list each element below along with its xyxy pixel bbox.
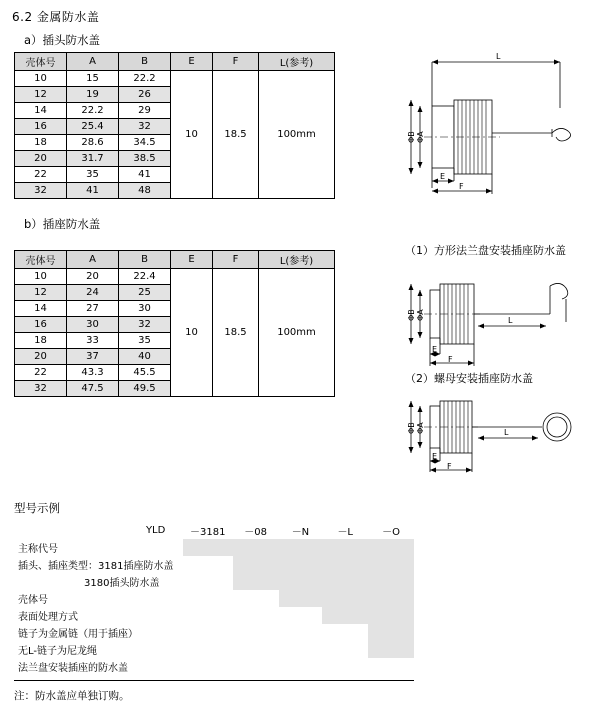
col-header: L(参考) xyxy=(259,53,335,71)
cell-b: 45.5 xyxy=(119,365,171,381)
col-header: F xyxy=(213,53,259,71)
cell-a: 35 xyxy=(67,167,119,183)
order-note: 注：防水盖应单独订购。 xyxy=(14,690,130,702)
model-code-row xyxy=(14,522,414,539)
cell-shell: 10 xyxy=(15,71,67,87)
cell-a: 22.2 xyxy=(67,103,119,119)
col-header: B xyxy=(119,251,171,269)
socket-flange-caption: （1）方形法兰盘安装插座防水盖 xyxy=(405,244,566,257)
dim-label-e: E xyxy=(432,345,438,354)
subsection-a-title: a）插头防水盖 xyxy=(24,33,101,47)
section-title: 6.2 金属防水盖 xyxy=(12,10,100,24)
col-header: 壳体号 xyxy=(15,251,67,269)
cell-b: 41 xyxy=(119,167,171,183)
cell-b: 32 xyxy=(119,317,171,333)
cell-shell: 20 xyxy=(15,151,67,167)
cell-shell: 12 xyxy=(15,285,67,301)
divider xyxy=(14,680,414,681)
model-code-1: －3181 xyxy=(183,522,233,539)
cell-a: 19 xyxy=(67,87,119,103)
cell-shell: 22 xyxy=(15,365,67,381)
cell-b: 22.4 xyxy=(119,269,171,285)
model-label: 表面处理方式 xyxy=(14,607,322,624)
dim-label-f: F xyxy=(459,182,464,191)
cell-a: 47.5 xyxy=(67,381,119,397)
cell-shell: 10 xyxy=(15,269,67,285)
col-header: B xyxy=(119,53,171,71)
cell-e: 10 xyxy=(171,71,213,199)
cell-a: 37 xyxy=(67,349,119,365)
cell-b: 26 xyxy=(119,87,171,103)
model-label: 插头、插座类型：3181插座防水盖 xyxy=(14,556,233,573)
plug-cover-drawing xyxy=(400,48,595,198)
cell-a: 30 xyxy=(67,317,119,333)
dim-label-phi-a: ΦA xyxy=(416,422,425,434)
dim-label-phi-b: ΦB xyxy=(407,131,416,143)
cell-a: 20 xyxy=(67,269,119,285)
cell-b: 38.5 xyxy=(119,151,171,167)
model-code-3: －N xyxy=(279,522,323,539)
model-row xyxy=(14,658,414,675)
cell-e: 10 xyxy=(171,269,213,397)
cell-b: 25 xyxy=(119,285,171,301)
model-row xyxy=(14,573,414,590)
socket-cover-table xyxy=(14,250,335,397)
model-row xyxy=(14,607,414,624)
table-row xyxy=(15,269,335,285)
cell-a: 15 xyxy=(67,71,119,87)
dim-label-l: L xyxy=(504,428,509,437)
socket-nut-drawing xyxy=(400,392,595,482)
col-header: E xyxy=(171,53,213,71)
model-row xyxy=(14,556,414,573)
cell-a: 25.4 xyxy=(67,119,119,135)
cell-shell: 18 xyxy=(15,135,67,151)
cell-b: 40 xyxy=(119,349,171,365)
socket-flange-drawing xyxy=(400,270,595,380)
model-code-2: －08 xyxy=(233,522,279,539)
model-row xyxy=(14,590,414,607)
cell-l: 100mm xyxy=(259,71,335,199)
cell-shell: 18 xyxy=(15,333,67,349)
cell-shell: 32 xyxy=(15,183,67,199)
dim-label-e: E xyxy=(440,172,446,181)
cell-a: 24 xyxy=(67,285,119,301)
model-label: 链子为金属链（用于插座） xyxy=(14,624,368,641)
cell-l: 100mm xyxy=(259,269,335,397)
cell-f: 18.5 xyxy=(213,71,259,199)
col-header: F xyxy=(213,251,259,269)
cell-a: 43.3 xyxy=(67,365,119,381)
dim-label-phi-b: ΦB xyxy=(407,309,416,321)
cell-shell: 16 xyxy=(15,317,67,333)
cell-a: 31.7 xyxy=(67,151,119,167)
cell-a: 41 xyxy=(67,183,119,199)
table-row xyxy=(15,71,335,87)
col-header: A xyxy=(67,251,119,269)
model-label: 壳体号 xyxy=(14,590,279,607)
socket-nut-caption: （2）螺母安装插座防水盖 xyxy=(405,372,533,385)
cell-b: 32 xyxy=(119,119,171,135)
cell-b: 22.2 xyxy=(119,71,171,87)
col-header: E xyxy=(171,251,213,269)
model-row xyxy=(14,641,414,658)
dim-label-e: E xyxy=(432,452,438,461)
dim-label-f: F xyxy=(448,355,453,364)
plug-cover-table xyxy=(14,52,335,199)
dim-label-phi-a: ΦA xyxy=(416,131,425,143)
model-label: 法兰盘安装插座的防水盖 xyxy=(14,658,414,675)
cell-a: 33 xyxy=(67,333,119,349)
dim-label-l: L xyxy=(508,316,513,325)
table-header-row xyxy=(15,53,335,71)
col-header: L(参考) xyxy=(259,251,335,269)
model-label: 主称代号 xyxy=(14,539,183,556)
model-label: 3180插头防水盖 xyxy=(14,573,233,590)
dim-label-f: F xyxy=(447,462,452,471)
cell-b: 29 xyxy=(119,103,171,119)
cell-shell: 20 xyxy=(15,349,67,365)
cell-b: 30 xyxy=(119,301,171,317)
model-code-4: －L xyxy=(322,522,368,539)
model-code-0: YLD xyxy=(129,522,183,539)
table-header-row xyxy=(15,251,335,269)
cell-a: 28.6 xyxy=(67,135,119,151)
cell-shell: 12 xyxy=(15,87,67,103)
subsection-b-title: b）插座防水盖 xyxy=(24,217,101,231)
dim-label-l: L xyxy=(496,52,501,61)
model-row xyxy=(14,624,414,641)
cell-b: 48 xyxy=(119,183,171,199)
cell-b: 34.5 xyxy=(119,135,171,151)
col-header: 壳体号 xyxy=(15,53,67,71)
model-label: 无L-链子为尼龙绳 xyxy=(14,641,368,658)
col-header: A xyxy=(67,53,119,71)
dim-label-phi-a: ΦA xyxy=(416,309,425,321)
cell-shell: 32 xyxy=(15,381,67,397)
cell-shell: 14 xyxy=(15,301,67,317)
model-row xyxy=(14,539,414,556)
cell-f: 18.5 xyxy=(213,269,259,397)
cell-shell: 16 xyxy=(15,119,67,135)
model-breakdown-table xyxy=(14,522,414,675)
model-code-5: －O xyxy=(368,522,414,539)
cell-a: 27 xyxy=(67,301,119,317)
dim-label-phi-b: ΦB xyxy=(407,422,416,434)
cell-b: 49.5 xyxy=(119,381,171,397)
cell-b: 35 xyxy=(119,333,171,349)
model-example-title: 型号示例 xyxy=(14,501,60,515)
cell-shell: 22 xyxy=(15,167,67,183)
cell-shell: 14 xyxy=(15,103,67,119)
